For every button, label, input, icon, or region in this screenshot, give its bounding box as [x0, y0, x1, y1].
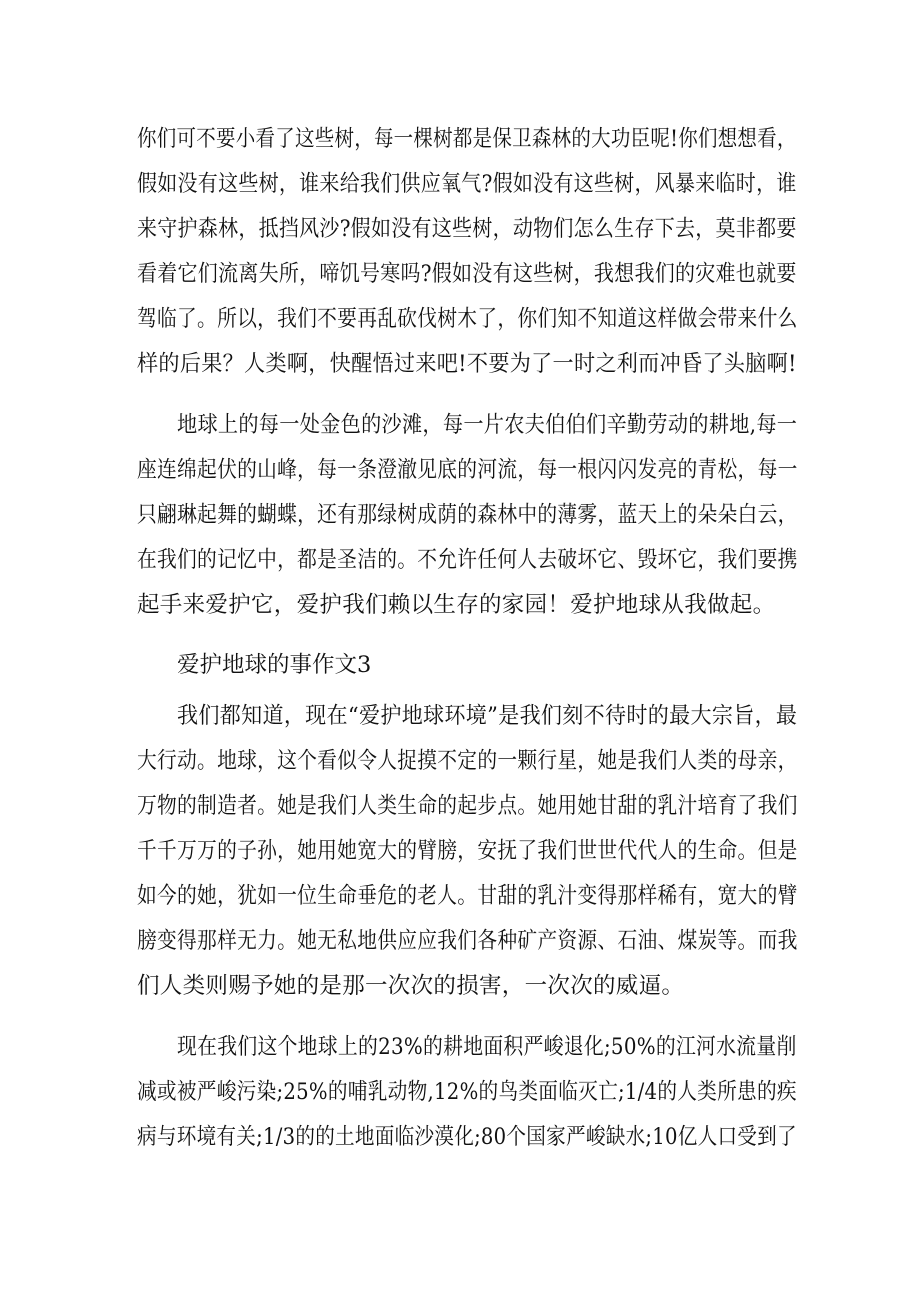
text-line: 如今的她，犹如一位生命垂危的老人。甘甜的乳汁变得那样稀有，宽大的臂 — [137, 883, 798, 909]
text-line: 你们可不要小看了这些树，每一棵树都是保卫森林的大功臣呢!你们想想看， — [137, 126, 797, 152]
text-line: 假如没有这些树，谁来给我们供应氧气?假如没有这些树，风暴来临时，谁 — [137, 171, 797, 197]
text-line: 大行动。地球，这个看似令人捉摸不定的一颗行星，她是我们人类的母亲， — [137, 748, 798, 774]
text-line: 万物的制造者。她是我们人类生命的起步点。她用她甘甜的乳汁培育了我们 — [137, 793, 798, 819]
text-line: 病与环境有关;1/3的的土地面临沙漠化;80个国家严峻缺水;10亿人口受到了 — [137, 1124, 797, 1150]
text-line: 们人类则赐予她的是那一次次的损害，一次次的威逼。 — [137, 973, 685, 999]
text-line: 只翩琳起舞的蝴蝶，还有那绿树成荫的森林中的薄雾，蓝天上的朵朵白云， — [137, 502, 798, 528]
text-line: 在我们的记忆中，都是圣洁的。不允许任何人去破坏它、毁坏它，我们要携 — [137, 547, 798, 573]
text-line: 座连绵起伏的山峰，每一条澄澈见底的河流，每一根闪闪发亮的青松，每一 — [137, 457, 798, 483]
text-line: 膀变得那样无力。她无私地供应应我们各种矿产资源、石油、煤炭等。而我 — [137, 928, 798, 954]
text-line: 来守护森林，抵挡风沙?假如没有这些树，动物们怎么生存下去，莫非都要 — [137, 216, 797, 242]
text-line: 起手来爱护它，爱护我们赖以生存的家园！爱护地球从我做起。 — [137, 592, 776, 618]
text-line: 看着它们流离失所，啼饥号寒吗?假如没有这些树，我想我们的灾难也就要 — [137, 261, 797, 287]
text-line: 减或被严峻污染;25%的哺乳动物,12%的鸟类面临灭亡;1/4的人类所患的疾 — [137, 1079, 797, 1105]
section-heading: 爱护地球的事作文3 — [177, 652, 372, 678]
paragraph-first-line: 我们都知道，现在“爱护地球环境”是我们刻不待时的最大宗旨，最 — [177, 703, 798, 729]
text-line: 样的后果？人类啊，快醒悟过来吧!不要为了一时之利而冲昏了头脑啊! — [137, 351, 797, 377]
text-line: 千千万万的子孙，她用她宽大的臂膀，安抚了我们世世代代人的生命。但是 — [137, 838, 798, 864]
text-line: 驾临了。所以，我们不要再乱砍伐树木了，你们知不知道这样做会带来什么 — [137, 306, 798, 332]
paragraph-first-line: 现在我们这个地球上的23%的耕地面积严峻退化;50%的江河水流量削 — [177, 1034, 797, 1060]
paragraph-first-line: 地球上的每一处金色的沙滩，每一片农夫伯伯们辛勤劳动的耕地,每一 — [177, 412, 798, 438]
